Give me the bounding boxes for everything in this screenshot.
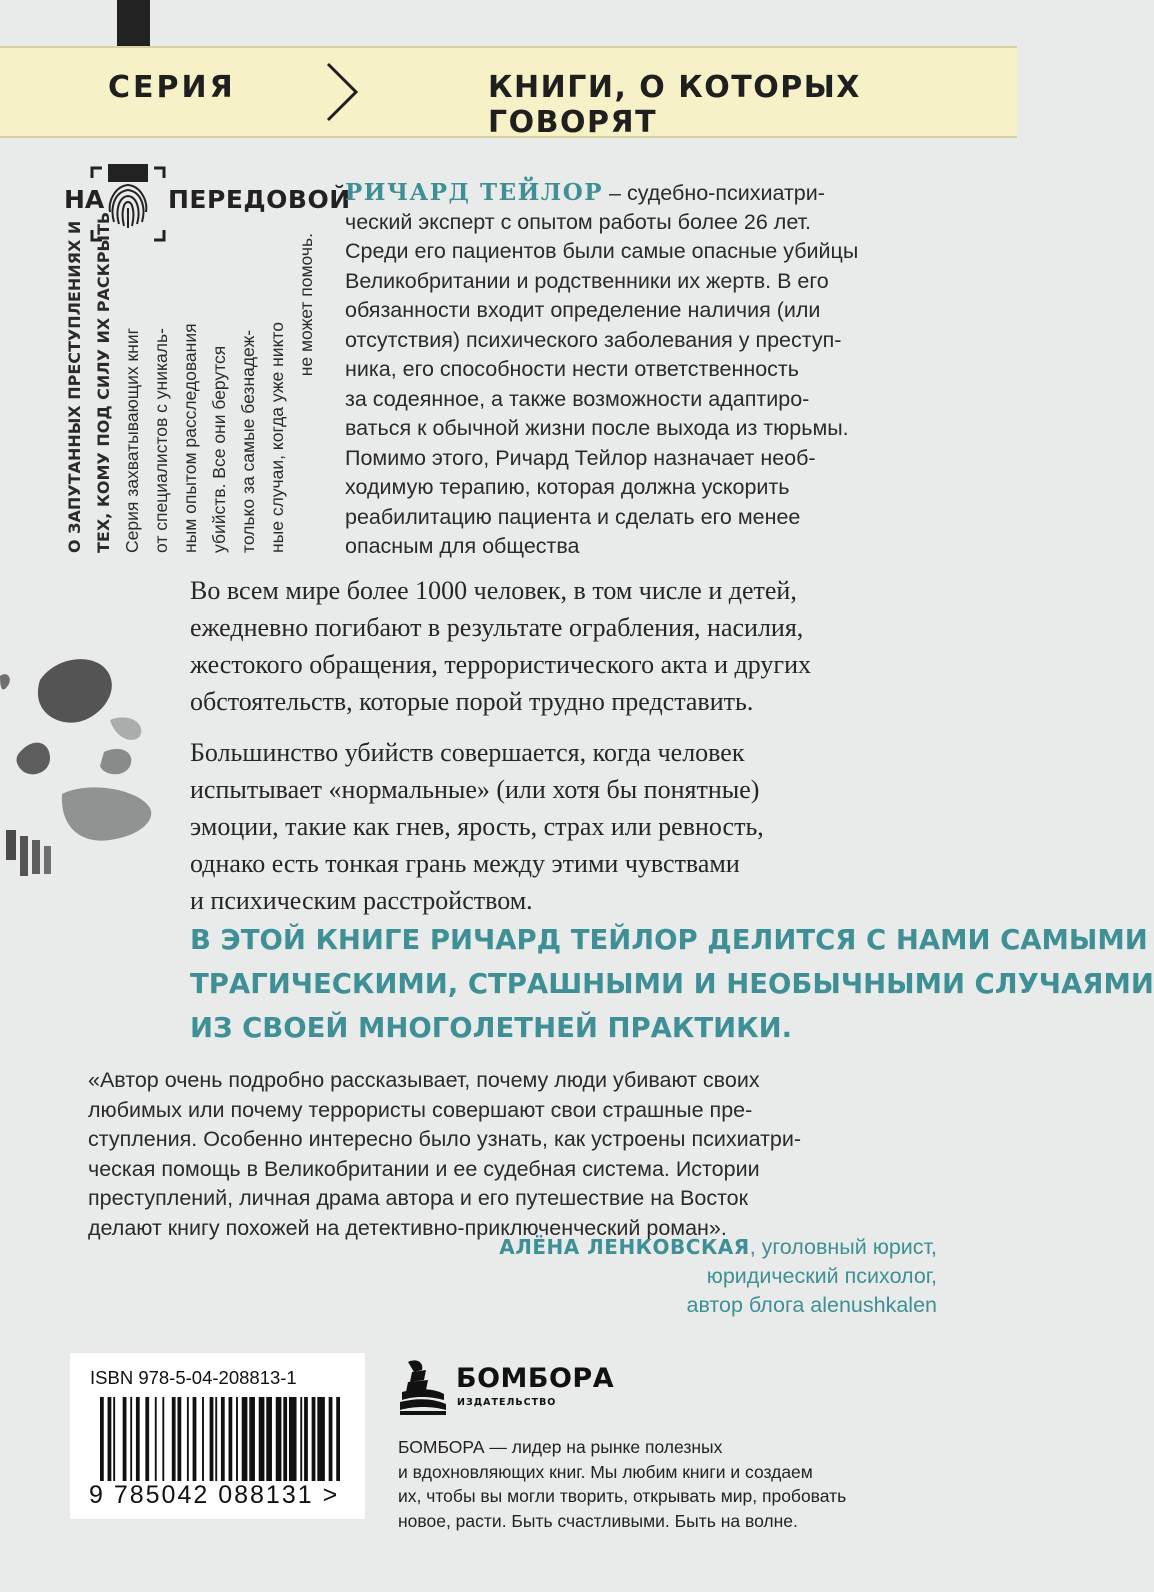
- quote-line: ческая помощь в Великобритании и ее судебная система. Истории: [88, 1156, 760, 1181]
- barcode-bar: [123, 1397, 127, 1493]
- attribution-line: автор блога alenushkalen: [686, 1293, 937, 1317]
- series-tagline-line: О ЗАПУТАННЫХ ПРЕСТУПЛЕНИЯХ И: [65, 220, 84, 553]
- logo-left-word: НА: [64, 185, 105, 214]
- quote-line: «Автор очень подробно рассказывает, почему люди убивают своих: [88, 1068, 760, 1092]
- barcode-bar: [187, 1397, 189, 1493]
- author-bio-line: ника, его способности нести ответственность: [345, 357, 799, 381]
- headline-line: ТРАГИЧЕСКИМИ, СТРАШНЫМИ И НЕОБЫЧНЫМИ СЛУЧАЯМИ: [190, 968, 1154, 1000]
- barcode-bar: [266, 1397, 272, 1493]
- barcode-bar: [229, 1397, 233, 1493]
- publisher-description-line: новое, расти. Быть счастливыми. Быть на волне.: [398, 1510, 798, 1531]
- barcode-number: 9 785042 088131 >: [86, 1481, 342, 1510]
- paragraph-line: Во всем мире более 1000 человек, в том числе и детей,: [190, 576, 797, 605]
- top-stripe: [117, 0, 150, 46]
- intro-paragraph: [190, 572, 950, 720]
- review-quote: [88, 1066, 938, 1243]
- barcode-bar: [172, 1397, 176, 1493]
- barcode-bar: [249, 1397, 255, 1493]
- attribution-line: [390, 1233, 937, 1262]
- paragraph-line: эмоции, такие как гнев, ярость, страх или ревность,: [190, 812, 764, 841]
- second-paragraph: [190, 734, 950, 919]
- author-bio-line: опасным для общества: [345, 534, 580, 558]
- series-description-line: убийств. Все они берутся: [209, 345, 229, 553]
- barcode-bar: [259, 1397, 265, 1493]
- barcode-bar: [210, 1397, 214, 1493]
- barcode-bar: [215, 1397, 217, 1493]
- author-bio-line: Великобритании и родственники их жертв. В его: [345, 268, 829, 293]
- attribution-line: юридический психолог,: [706, 1264, 937, 1288]
- series-description-line: ные случаи, когда уже никто: [267, 322, 287, 553]
- author-name: РИЧАРД ТЕЙЛОР: [345, 179, 604, 206]
- barcode-bar: [155, 1397, 157, 1493]
- author-bio-line: за содеянное, а также возможности адаптиро-: [345, 386, 810, 411]
- barcode-bar: [329, 1397, 333, 1493]
- barcode-bar: [130, 1397, 132, 1493]
- author-bio-intro: – судебно-психиатри-: [603, 181, 825, 205]
- quote-line: делают книгу похожей на детективно-приключенческий роман».: [88, 1215, 727, 1240]
- headline-line: В ЭТОЙ КНИГЕ РИЧАРД ТЕЙЛОР ДЕЛИТСЯ С НАМИ САМЫМИ: [190, 924, 1148, 956]
- barcode-bar: [100, 1397, 104, 1493]
- barcode-box: [70, 1353, 365, 1519]
- paragraph-line: обстоятельств, которые порой трудно представить.: [190, 687, 754, 716]
- headline: [190, 918, 1154, 1050]
- quote-line: преступлений, личная драма автора и его путешествие на Восток: [88, 1186, 749, 1210]
- logo-right-word: ПЕРЕДОВОЙ: [168, 185, 351, 214]
- barcode-bar: [193, 1397, 197, 1493]
- author-bio-line: [345, 178, 930, 208]
- headline-line: ИЗ СВОЕЙ МНОГОЛЕТНЕЙ ПРАКТИКИ.: [190, 1012, 793, 1044]
- barcode-bar: [113, 1397, 115, 1493]
- series-banner: [0, 46, 1017, 138]
- series-title: КНИГИ, О КОТОРЫХ ГОВОРЯТ: [488, 70, 861, 140]
- barcode-bar: [317, 1397, 325, 1493]
- author-bio: [345, 178, 930, 562]
- series-description-line: от специалистов с уникаль-: [151, 328, 171, 553]
- barcode-bar: [162, 1397, 164, 1493]
- barcode-bar: [136, 1397, 140, 1493]
- barcode-bar: [276, 1397, 282, 1493]
- barcode-bar: [242, 1397, 248, 1493]
- barcode-bar: [145, 1397, 149, 1493]
- barcode-bar: [236, 1397, 238, 1493]
- series-description-line: Серия захватывающих книг: [122, 328, 142, 553]
- author-bio-line: Среди его пациентов были самые опасные убийцы: [345, 239, 859, 263]
- barcode-bar: [300, 1397, 302, 1493]
- author-bio-line: реабилитацию пациента и сделать его менее: [345, 504, 801, 529]
- reviewer-role: , уголовный юрист,: [749, 1235, 937, 1259]
- series-description-vertical: [60, 211, 321, 553]
- quote-line: любимых или почему террористы совершают свои страшные пре-: [88, 1097, 753, 1122]
- author-bio-line: ходимую терапию, которая должна ускорить: [345, 475, 790, 499]
- barcode-bar: [221, 1397, 225, 1493]
- paragraph-line: и психическим расстройством.: [190, 886, 533, 915]
- quote-attribution: [390, 1233, 937, 1320]
- paragraph-line: ежедневно погибают в результате ограбления, насилия,: [190, 613, 804, 642]
- series-description-line: только за самые безнадеж-: [238, 329, 258, 553]
- paragraph-line: испытывает «нормальные» (или хотя бы понятные): [190, 775, 760, 804]
- isbn-text: ISBN 978-5-04-208813-1: [90, 1367, 297, 1388]
- barcode-bar: [108, 1397, 112, 1493]
- barcode-bar: [289, 1397, 297, 1493]
- barcode-bars: [100, 1397, 340, 1493]
- publisher-description-line: и вдохновляющих книг. Мы любим книги и создаем: [398, 1461, 813, 1482]
- author-bio-line: ческий эксперт с опытом работы более 26 лет.: [345, 209, 812, 234]
- author-bio-line: Помимо этого, Ричард Тейлор назначает необ-: [345, 445, 816, 470]
- bombora-logo-icon: [398, 1358, 448, 1416]
- barcode-bar: [177, 1397, 181, 1493]
- publisher-subtitle: ИЗДАТЕЛЬСТВО: [457, 1397, 557, 1408]
- series-tagline-line: ТЕХ, КОМУ ПОД СИЛУ ИХ РАСКРЫТЬ: [94, 211, 113, 553]
- barcode-bar: [336, 1397, 340, 1493]
- barcode-bar: [304, 1397, 308, 1493]
- quote-line: ступления. Особенно интересно было узнать, как устроены психиатри-: [88, 1127, 802, 1151]
- author-bio-line: ваться к обычной жизни после выхода из тюрьмы.: [345, 416, 849, 440]
- skull-inkblot-illustration: [0, 640, 170, 900]
- author-bio-line: обязанности входит определение наличия (или: [345, 298, 821, 322]
- barcode-bar: [312, 1397, 316, 1493]
- author-bio-line: отсутствия) психического заболевания у преступ-: [345, 327, 842, 352]
- series-label: СЕРИЯ: [108, 70, 236, 105]
- publisher-description: [398, 1435, 938, 1533]
- reviewer-name: АЛЁНА ЛЕНКОВСКАЯ: [499, 1235, 750, 1259]
- paragraph-line: жестокого обращения, террористического акта и других: [190, 650, 812, 679]
- publisher-name: БОМБОРА: [456, 1363, 615, 1394]
- paragraph-line: Большинство убийств совершается, когда человек: [190, 738, 745, 767]
- series-description-line: не может помочь.: [296, 233, 316, 377]
- publisher-description-line: их, чтобы вы могли творить, открывать мир, пробовать: [398, 1486, 847, 1506]
- series-description-line: ным опытом расследования: [180, 323, 200, 553]
- publisher-description-line: БОМБОРА — лидер на рынке полезных: [398, 1437, 723, 1457]
- chevron-right-icon: [322, 60, 362, 124]
- barcode-bar: [202, 1397, 204, 1493]
- paragraph-line: однако есть тонкая грань между этими чувствами: [190, 849, 740, 878]
- barcode-bar: [283, 1397, 287, 1493]
